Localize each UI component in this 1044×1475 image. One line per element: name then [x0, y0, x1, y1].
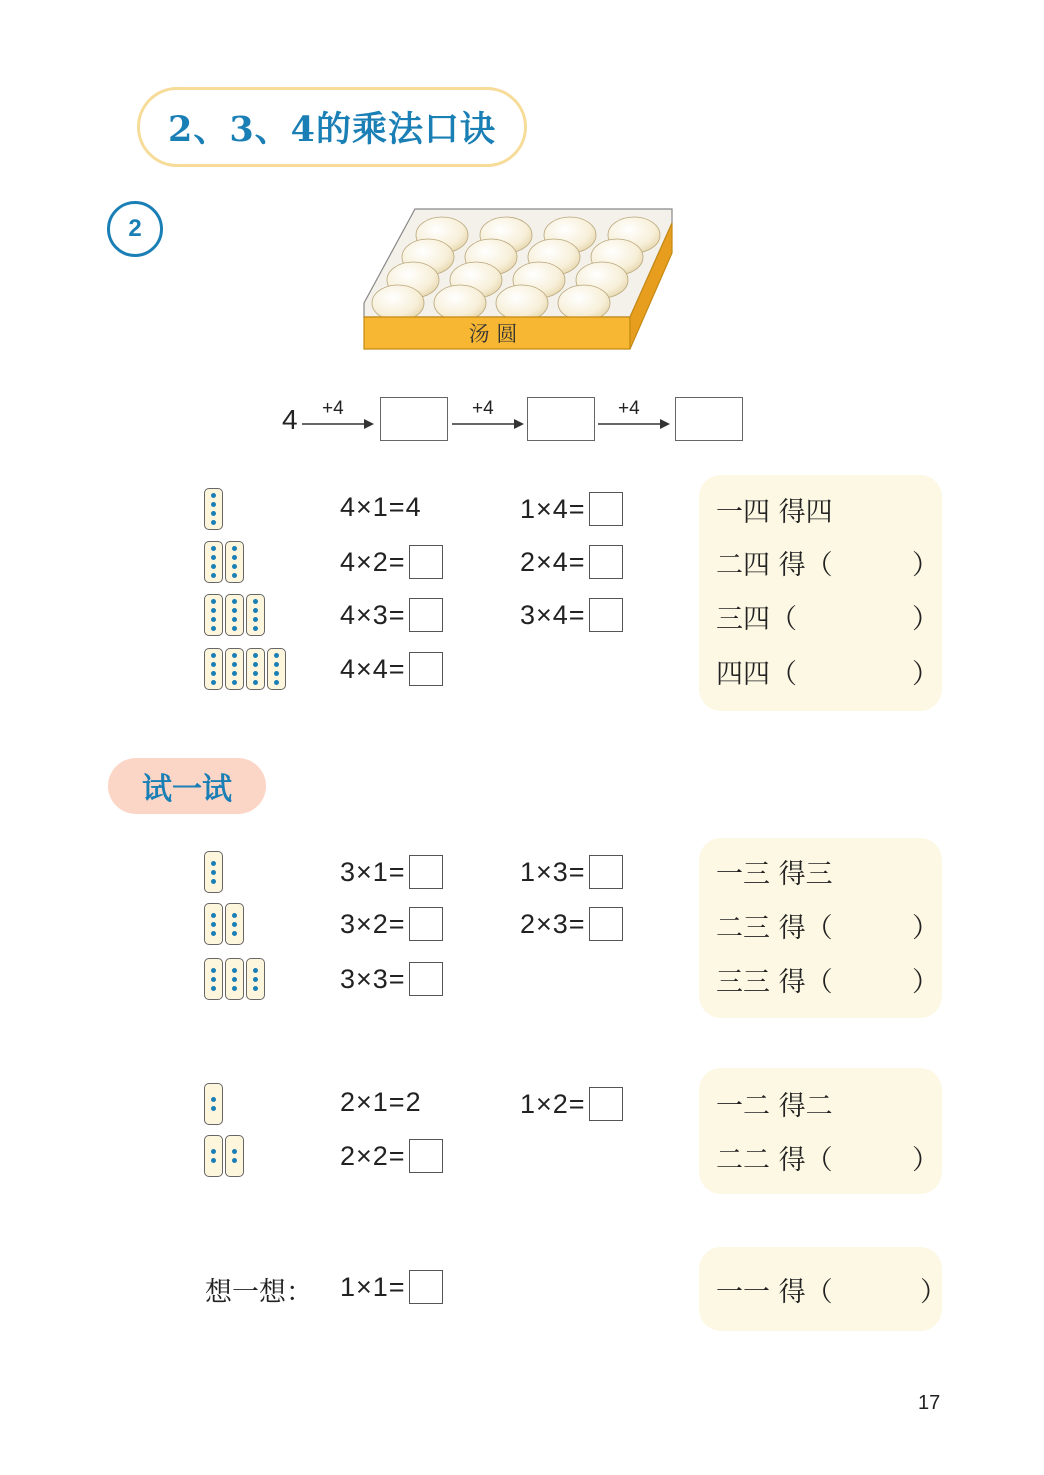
dot-icon: [211, 861, 216, 866]
dot-icon: [253, 653, 258, 658]
dot-icon: [232, 977, 237, 982]
dot-icon: [253, 599, 258, 604]
equation-text: 4×2=: [340, 546, 406, 577]
dot-card: [204, 958, 223, 1000]
dot-icon: [211, 555, 216, 560]
equation-left: [340, 652, 443, 686]
dot-icon: [232, 617, 237, 622]
answer-box[interactable]: [409, 598, 443, 632]
dot-icon: [211, 564, 216, 569]
rhyme-text: 三四（: [716, 604, 797, 635]
dot-icon: [232, 986, 237, 991]
dot-icon: [253, 617, 258, 622]
dot-icon: [253, 662, 258, 667]
dot-icon: [211, 986, 216, 991]
equation-text: 3×4=: [520, 599, 586, 630]
equation-right: [520, 492, 623, 526]
answer-box[interactable]: [589, 907, 623, 941]
dot-card-group: [204, 488, 223, 530]
dot-card-group: [204, 541, 244, 583]
dot-icon: [232, 653, 237, 658]
dot-icon: [211, 922, 216, 927]
dot-icon: [232, 931, 237, 936]
dot-card: [204, 851, 223, 893]
answer-box[interactable]: [589, 1087, 623, 1121]
tangyuan-tray-illustration: [360, 205, 680, 355]
equation-text: 2×4=: [520, 546, 586, 577]
dot-icon: [211, 626, 216, 631]
dot-icon: [232, 626, 237, 631]
dot-card: [204, 488, 223, 530]
sequence-answer-box[interactable]: [380, 397, 448, 441]
equation-left: [340, 1087, 422, 1118]
rhyme-text: 三三 得（: [716, 967, 833, 998]
rhyme-text: 二三 得（: [716, 913, 833, 944]
dot-icon: [232, 913, 237, 918]
equation-text: 1×2=: [520, 1088, 586, 1119]
dot-card-group: [204, 903, 244, 945]
equation-left: [340, 907, 443, 941]
dot-icon: [211, 493, 216, 498]
dot-icon: [211, 968, 216, 973]
dot-icon: [211, 913, 216, 918]
equation-left: [340, 492, 422, 523]
answer-box[interactable]: [409, 907, 443, 941]
equation-right: [520, 907, 623, 941]
dot-icon: [211, 680, 216, 685]
dot-card: [225, 958, 244, 1000]
rhyme-text: 一二 得二: [716, 1091, 833, 1122]
dot-icon: [211, 520, 216, 525]
rhyme-close-paren: ）: [912, 967, 939, 998]
think-rhyme-close: ）: [920, 1277, 947, 1308]
dot-icon: [253, 977, 258, 982]
dot-icon: [211, 653, 216, 658]
dot-card: [204, 648, 223, 690]
sequence-step-label: +4: [322, 398, 344, 419]
answer-box[interactable]: [409, 652, 443, 686]
try-it-label: [108, 758, 266, 814]
sequence-step-label: +4: [618, 398, 640, 419]
tangyuan-ball: [496, 285, 548, 321]
equation-text: 4×4=: [340, 653, 406, 684]
answer-box[interactable]: [409, 545, 443, 579]
dot-icon: [211, 879, 216, 884]
lesson-title-text: 2、3、4的乘法口诀: [167, 109, 497, 150]
dot-icon: [211, 511, 216, 516]
dot-card: [246, 958, 265, 1000]
equation-right: [520, 1087, 623, 1121]
dot-card-group: [204, 648, 286, 690]
sequence-step-label: +4: [472, 398, 494, 419]
rhyme-close-paren: ）: [912, 1145, 939, 1176]
equation-text: 2×1=2: [340, 1087, 422, 1117]
dot-icon: [274, 680, 279, 685]
dot-icon: [211, 617, 216, 622]
tangyuan-ball: [434, 285, 486, 321]
dot-icon: [211, 608, 216, 613]
dot-icon: [211, 502, 216, 507]
equation-text: 1×4=: [520, 493, 586, 524]
dot-card: [225, 648, 244, 690]
lesson-title: [137, 87, 527, 167]
dot-icon: [232, 671, 237, 676]
tangyuan-ball: [558, 285, 610, 321]
dot-card-group: [204, 594, 265, 636]
arrow-right-icon: [598, 418, 670, 430]
dot-icon: [211, 573, 216, 578]
equation-text: 3×3=: [340, 963, 406, 994]
dot-icon: [232, 1149, 237, 1154]
dot-card: [246, 648, 265, 690]
dot-icon: [211, 977, 216, 982]
dot-icon: [274, 662, 279, 667]
think-equation: [340, 1270, 443, 1304]
dot-card-group: [204, 958, 265, 1000]
rhyme-close-paren: ）: [912, 604, 939, 635]
dot-icon: [232, 922, 237, 927]
dot-card: [225, 594, 244, 636]
dot-icon: [211, 870, 216, 875]
rhyme-text: 二二 得（: [716, 1145, 833, 1176]
dot-card: [204, 1135, 223, 1177]
sequence-answer-box[interactable]: [527, 397, 595, 441]
think-label: 想一想：: [205, 1277, 313, 1308]
dot-icon: [232, 968, 237, 973]
dot-icon: [253, 671, 258, 676]
rhyme-close-paren: ）: [912, 659, 939, 690]
equation-left: [340, 962, 443, 996]
dot-icon: [232, 608, 237, 613]
think-equation-text: 1×1=: [340, 1271, 406, 1302]
rhyme-close-paren: ）: [912, 913, 939, 944]
equation-left: [340, 545, 443, 579]
answer-box[interactable]: [589, 545, 623, 579]
dot-icon: [253, 626, 258, 631]
answer-box[interactable]: [409, 962, 443, 996]
dot-icon: [232, 555, 237, 560]
rhyme-text: 一四 得四: [716, 497, 833, 528]
section-number-badge: 2: [107, 201, 163, 257]
dot-icon: [274, 653, 279, 658]
dot-card: [204, 903, 223, 945]
dot-icon: [232, 573, 237, 578]
dot-icon: [232, 662, 237, 667]
answer-box[interactable]: [589, 855, 623, 889]
equation-right: [520, 598, 623, 632]
dot-icon: [211, 931, 216, 936]
dot-icon: [211, 662, 216, 667]
equation-right: [520, 545, 623, 579]
dot-icon: [253, 968, 258, 973]
dot-icon: [253, 986, 258, 991]
dot-card: [204, 594, 223, 636]
dot-card-group: [204, 851, 223, 893]
equation-left: [340, 1139, 443, 1173]
rhyme-text: 一三 得三: [716, 859, 833, 890]
answer-box[interactable]: [409, 1270, 443, 1304]
dot-card: [204, 541, 223, 583]
dot-card: [225, 903, 244, 945]
arrow-right-icon: [302, 418, 374, 430]
equation-text: 2×2=: [340, 1140, 406, 1171]
rhyme-close-paren: ）: [912, 550, 939, 581]
equation-text: 3×1=: [340, 856, 406, 887]
dot-icon: [232, 546, 237, 551]
equation-text: 4×1=4: [340, 492, 422, 522]
dot-icon: [232, 680, 237, 685]
dot-card: [267, 648, 286, 690]
sequence-start: 4: [282, 404, 298, 435]
answer-box[interactable]: [589, 492, 623, 526]
dot-card-group: [204, 1083, 223, 1125]
dot-icon: [211, 1097, 216, 1102]
dot-card: [246, 594, 265, 636]
answer-box[interactable]: [409, 1139, 443, 1173]
equation-left: [340, 855, 443, 889]
answer-box[interactable]: [589, 598, 623, 632]
dot-icon: [232, 599, 237, 604]
equation-left: [340, 598, 443, 632]
dot-icon: [211, 671, 216, 676]
equation-text: 2×3=: [520, 908, 586, 939]
dot-icon: [211, 1158, 216, 1163]
think-rhyme: 一一 得（: [716, 1277, 833, 1308]
dot-icon: [274, 671, 279, 676]
dot-icon: [211, 599, 216, 604]
dot-card: [204, 1083, 223, 1125]
dot-icon: [253, 608, 258, 613]
dot-card: [225, 1135, 244, 1177]
equation-text: 3×2=: [340, 908, 406, 939]
dot-icon: [232, 564, 237, 569]
rhyme-text: 四四（: [716, 659, 797, 690]
dot-icon: [232, 1158, 237, 1163]
dot-icon: [211, 1106, 216, 1111]
dot-card-group: [204, 1135, 244, 1177]
dot-icon: [253, 680, 258, 685]
rhyme-text: 二四 得（: [716, 550, 833, 581]
answer-box[interactable]: [409, 855, 443, 889]
page-number: 17: [918, 1392, 941, 1414]
sequence-answer-box[interactable]: [675, 397, 743, 441]
try-it-text: 试一试: [142, 772, 232, 807]
dot-card: [225, 541, 244, 583]
equation-right: [520, 855, 623, 889]
equation-text: 1×3=: [520, 856, 586, 887]
arrow-right-icon: [452, 418, 524, 430]
tangyuan-ball: [372, 285, 424, 321]
dot-icon: [211, 546, 216, 551]
dot-icon: [211, 1149, 216, 1154]
equation-text: 4×3=: [340, 599, 406, 630]
tray-label: 汤 圆: [468, 322, 518, 346]
